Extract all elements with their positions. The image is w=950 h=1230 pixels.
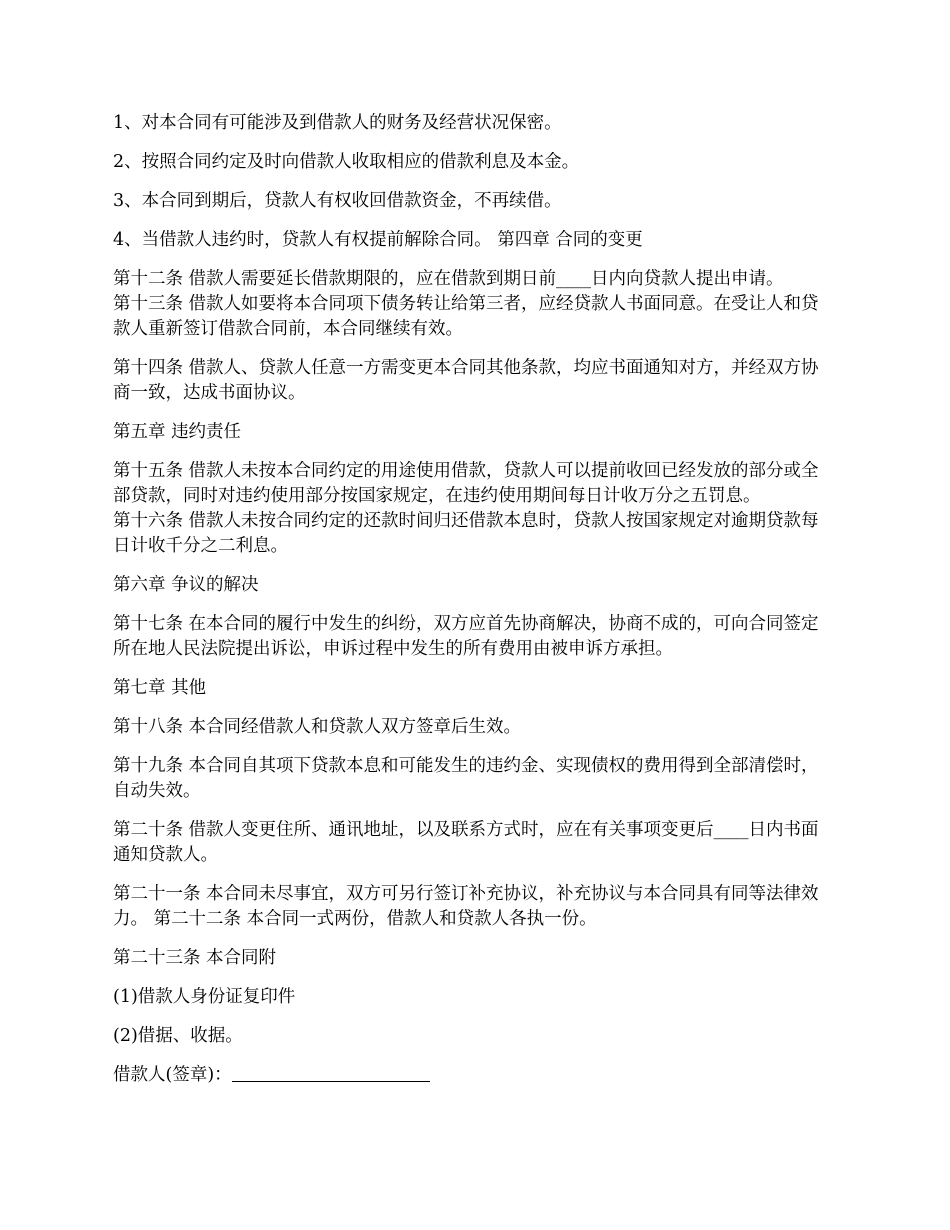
clause-obligation-3: 3、本合同到期后，贷款人有权收回借款资金，不再续借。 (113, 191, 562, 211)
article-15: 第十五条 借款人未按本合同约定的用途使用借款，贷款人可以提前收回已经发放的部分或全部贷款，同时对违约使用部分按国家规定，在违约使用期间每日计收万分之五罚息。 (113, 461, 819, 506)
article-16: 第十六条 借款人未按合同约定的还款时间归还借款本息时，贷款人按国家规定对逾期贷款每日计收千分之二利息。 (113, 511, 819, 556)
article-13: 第十三条 借款人如要将本合同项下债务转让给第三者，应经贷款人书面同意。在受让人和贷款人重新签订借款合同前，本合同继续有效。 (113, 294, 819, 339)
signature-row (113, 1063, 833, 1088)
article-14: 第十四条 借款人、贷款人任意一方需变更本合同其他条款，均应书面通知对方，并经双方协商一致，达成书面协议。 (113, 358, 819, 403)
article-23: 第二十三条 本合同附 (113, 948, 277, 968)
clause-obligation-2: 2、按照合同约定及时向借款人收取相应的借款利息及本金。 (113, 152, 580, 172)
attachment-2: (2)借据、收据。 (113, 1026, 243, 1046)
article-12: 第十二条 借款人需要延长借款期限的，应在借款到期日前____日内向贷款人提出申请。 (113, 269, 784, 289)
chapter-5-heading: 第五章 违约责任 (113, 422, 242, 442)
clause-obligation-1: 1、对本合同有可能涉及到借款人的财务及经营状况保密。 (113, 113, 562, 133)
article-18: 第十八条 本合同经借款人和贷款人双方签章后生效。 (113, 717, 522, 737)
borrower-signature-label: 借款人(签章)： (113, 1065, 232, 1085)
chapter-7-heading: 第七章 其他 (113, 678, 207, 698)
chapter-6-heading: 第六章 争议的解决 (113, 575, 259, 595)
attachment-1: (1)借款人身份证复印件 (113, 987, 296, 1007)
contract-body (113, 111, 833, 1102)
article-19: 第十九条 本合同自其项下贷款本息和可能发生的违约金、实现债权的费用得到全部清偿时，自动失效。 (113, 756, 819, 801)
article-17: 第十七条 在本合同的履行中发生的纠纷，双方应首先协商解决，协商不成的，可向合同签定所在地人民法院提出诉讼，申诉过程中发生的所有费用由被申诉方承担。 (113, 614, 819, 659)
article-20: 第二十条 借款人变更住所、通讯地址，以及联系方式时，应在有关事项变更后____日内书面通知贷款人。 (113, 820, 819, 865)
clause-obligation-4: 4、当借款人违约时，贷款人有权提前解除合同。 第四章 合同的变更 (113, 230, 643, 250)
article-21-22: 第二十一条 本合同未尽事宜，双方可另行签订补充协议，补充协议与本合同具有同等法律效力。 第二十二条 本合同一式两份，借款人和贷款人各执一份。 (113, 884, 819, 929)
borrower-signature-line (232, 1063, 430, 1082)
